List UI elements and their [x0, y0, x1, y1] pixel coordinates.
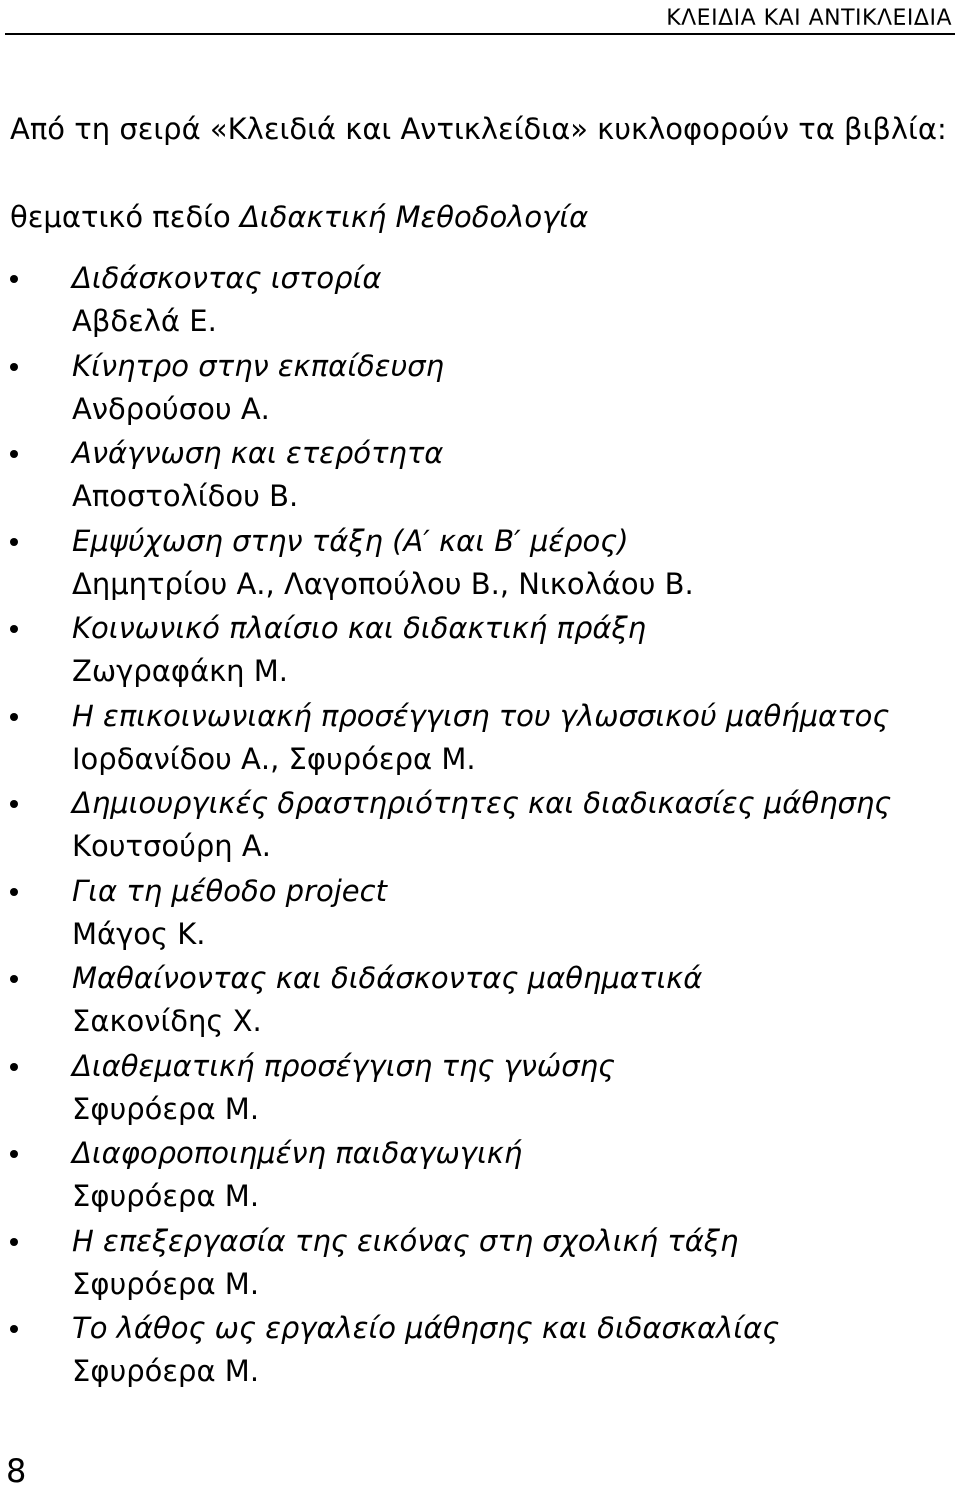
bullet-icon	[10, 713, 18, 721]
list-item	[0, 1221, 960, 1309]
book-author: Σφυρόερα Μ.	[72, 1354, 260, 1388]
book-title: Διαθεματική προσέγγιση της γνώσης	[72, 1048, 615, 1083]
book-author: Δημητρίου Α., Λαγοπούλου Β., Νικολάου Β.	[72, 566, 694, 601]
header-divider	[5, 33, 955, 35]
book-author: Ιορδανίδου Α., Σφυρόερα Μ.	[72, 741, 476, 776]
list-item	[0, 521, 960, 609]
book-title: Κίνητρο στην εκπαίδευση	[72, 348, 444, 383]
list-item	[0, 433, 960, 521]
bullet-icon	[10, 363, 18, 371]
book-author: Σφυρόερα Μ.	[72, 1091, 260, 1126]
bullet-icon	[10, 538, 18, 546]
book-author: Κουτσούρη Α.	[72, 829, 271, 863]
bullet-icon	[10, 1063, 18, 1071]
book-title: Ανάγνωση και ετερότητα	[72, 436, 444, 470]
list-item	[0, 258, 960, 346]
running-header: ΚΛΕΙΔΙΑ ΚΑΙ ΑΝΤΙΚΛΕΙΔΙΑ	[666, 6, 952, 31]
bullet-icon	[10, 1238, 18, 1246]
book-title: Για τη μέθοδο project	[72, 873, 387, 908]
bullet-icon	[10, 1325, 18, 1333]
thematic-field-prefix: θεματικό πεδίο	[10, 200, 231, 234]
bullet-icon	[10, 975, 18, 983]
bullet-icon	[10, 625, 18, 633]
book-author: Αποστολίδου Β.	[72, 479, 299, 513]
bullet-icon	[10, 1150, 18, 1158]
book-title: Διδάσκοντας ιστορία	[72, 261, 382, 295]
list-item	[0, 1046, 960, 1134]
book-list	[0, 258, 960, 1396]
book-author: Ζωγραφάκη Μ.	[72, 654, 289, 688]
page-number: 8	[6, 1452, 27, 1490]
book-author: Σφυρόερα Μ.	[72, 1179, 260, 1213]
list-item	[0, 1308, 960, 1396]
book-author: Σφυρόερα Μ.	[72, 1266, 260, 1301]
book-title: Η επικοινωνιακή προσέγγιση του γλωσσικού μαθήματος	[72, 698, 890, 733]
bullet-icon	[10, 888, 18, 896]
list-item	[0, 346, 960, 434]
list-item	[0, 1133, 960, 1221]
book-author: Σακονίδης Χ.	[72, 1004, 262, 1038]
bullet-icon	[10, 275, 18, 283]
book-title: Το λάθος ως εργαλείο μάθησης και διδασκαλίας	[72, 1311, 780, 1345]
thematic-field-name: Διδακτική Μεθοδολογία	[239, 200, 589, 234]
list-item	[0, 958, 960, 1046]
bullet-icon	[10, 800, 18, 808]
book-title: Η επεξεργασία της εικόνας στη σχολική τάξη	[72, 1223, 739, 1258]
book-title: Εμψύχωση στην τάξη (Α′ και Β′ μέρος)	[72, 523, 629, 558]
book-author: Μάγος Κ.	[72, 916, 206, 951]
book-author: Αβδελά Ε.	[72, 304, 217, 338]
intro-text: Από τη σειρά «Κλειδιά και Αντικλείδια» κυκλοφορούν τα βιβλία:	[10, 112, 947, 146]
list-item	[0, 871, 960, 959]
book-title: Διαφοροποιημένη παιδαγωγική	[72, 1136, 523, 1170]
list-item	[0, 696, 960, 784]
book-title: Μαθαίνοντας και διδάσκοντας μαθηματικά	[72, 961, 703, 995]
book-author: Ανδρούσου Α.	[72, 391, 270, 426]
thematic-field	[10, 200, 588, 234]
list-item	[0, 783, 960, 871]
book-title: Δημιουργικές δραστηριότητες και διαδικασίες μάθησης	[72, 786, 892, 820]
bullet-icon	[10, 450, 18, 458]
book-title: Κοινωνικό πλαίσιο και διδακτική πράξη	[72, 611, 647, 645]
list-item	[0, 608, 960, 696]
